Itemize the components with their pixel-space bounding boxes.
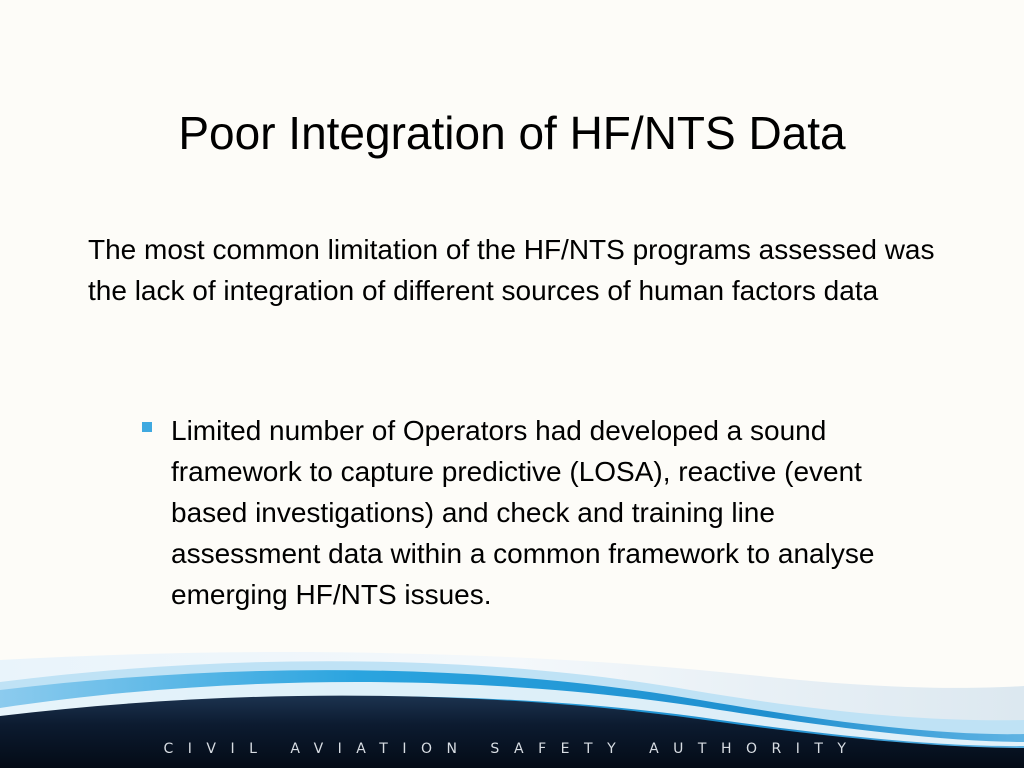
bullet-list xyxy=(140,410,930,615)
bullet-text: Limited number of Operators had developed a sound framework to capture predictive (LOSA), reactive (event based investigations) and check and training line assessment data within a common framework to analyse emerging HF/NTS issues. xyxy=(171,415,875,610)
square-bullet-icon xyxy=(142,422,152,432)
bullet-item xyxy=(140,410,930,615)
footer-banner xyxy=(0,650,1024,768)
intro-paragraph: The most common limitation of the HF/NTS programs assessed was the lack of integration of different sources of human factors data xyxy=(88,234,935,306)
organization-name: CIVIL AVIATION SAFETY AUTHORITY xyxy=(163,741,861,757)
slide-title: Poor Integration of HF/NTS Data xyxy=(178,107,846,159)
